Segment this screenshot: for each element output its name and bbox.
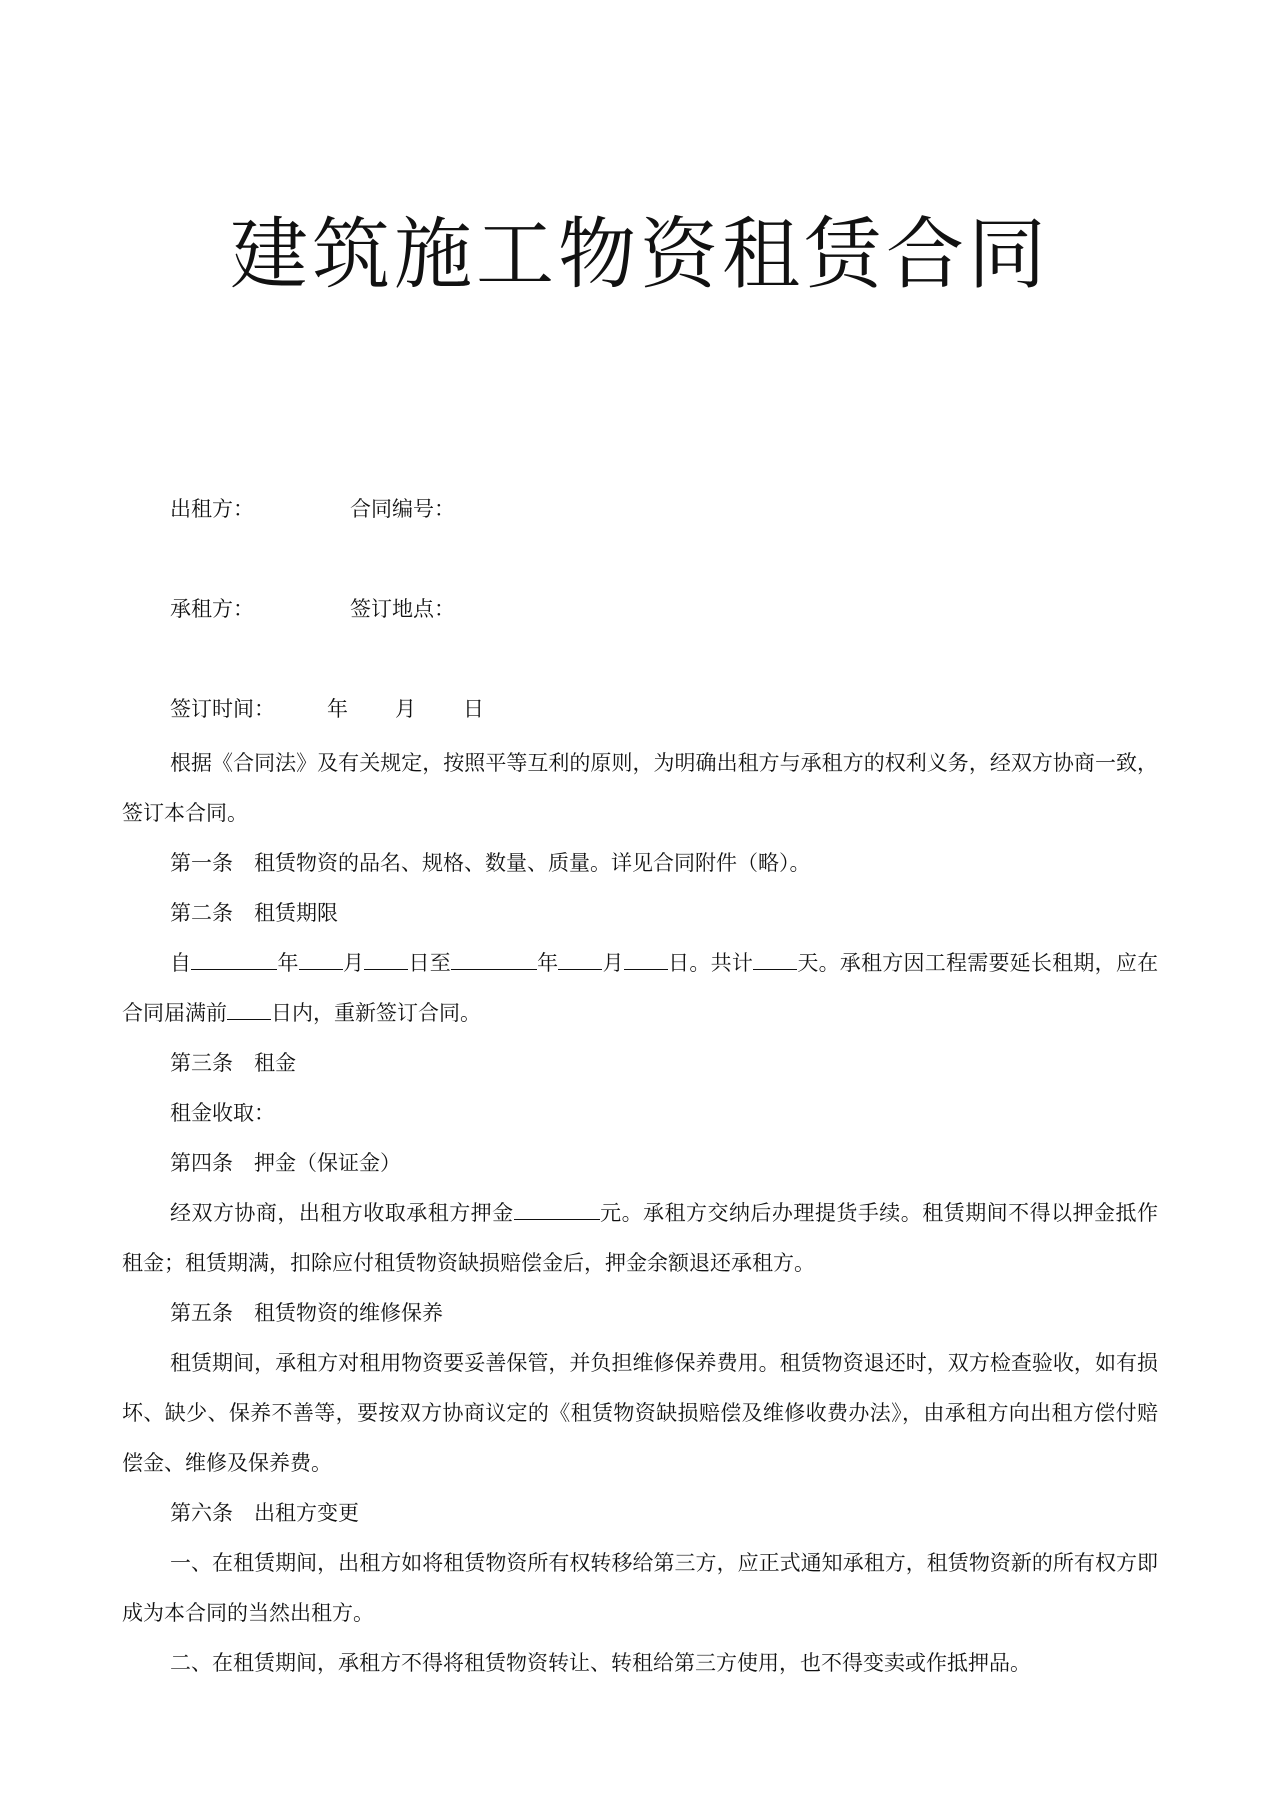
blank-deposit-amount <box>514 1199 600 1220</box>
article-2-heading: 第二条 租赁期限 <box>170 901 338 925</box>
article-3-text: 租金收取： <box>170 1101 275 1125</box>
article-6-item-1: 一、在租赁期间，出租方如将租赁物资所有权转移给第三方，应正式通知承租方，租赁物资新的所有权方即成为本合同的当然出租方。 <box>122 1551 1158 1625</box>
lessee-label: 承租方： <box>170 597 254 621</box>
lessor-row <box>170 494 455 524</box>
document-title: 建筑施工物资租赁合同 <box>229 210 1050 300</box>
contract-body <box>122 738 1158 1688</box>
art2-part: 自 <box>170 951 192 975</box>
blank-total-days <box>753 949 797 970</box>
art4-part: 元。承租方交纳后办理提货手续。租赁期间不得以押金抵作租金；租赁期满，扣除应付租赁物资缺损赔偿金后，押金余额退还承租方。 <box>122 1201 1159 1275</box>
blank-start-month <box>299 949 343 970</box>
art2-part: 日至 <box>408 951 451 975</box>
article-4-heading: 第四条 押金（保证金） <box>170 1151 401 1175</box>
art2-part: 年 <box>277 951 299 975</box>
blank-start-year <box>191 949 277 970</box>
art2-part: 月 <box>342 951 365 975</box>
lessee-row <box>170 594 455 624</box>
article-1: 第一条 租赁物资的品名、规格、数量、质量。详见合同附件（略）。 <box>170 851 811 875</box>
blank-end-day <box>624 949 668 970</box>
article-4-text <box>122 1188 1158 1288</box>
preamble: 根据《合同法》及有关规定，按照平等互利的原则，为明确出租方与承租方的权利义务，经双方协商一致，签订本合同。 <box>122 751 1158 825</box>
article-2-text <box>122 938 1158 1038</box>
art2-part: 日。共计 <box>667 951 754 975</box>
article-3-heading: 第三条 租金 <box>170 1051 296 1075</box>
sign-time-year: 年 <box>327 697 348 721</box>
blank-start-day <box>364 949 408 970</box>
blank-renew-days <box>227 999 271 1020</box>
sign-time-day: 日 <box>463 697 484 721</box>
sign-place-label: 签订地点： <box>350 597 455 621</box>
art2-part: 天。承租方因工程需要延长租期，应在合同届满前 <box>122 951 1159 1025</box>
lessor-label: 出租方： <box>170 497 254 521</box>
art2-part: 年 <box>536 951 559 975</box>
article-6-item-2: 二、在租赁期间，承租方不得将租赁物资转让、转租给第三方使用，也不得变卖或作抵押品。 <box>170 1651 1031 1675</box>
sign-time-label: 签订时间： <box>170 697 275 721</box>
art4-part: 经双方协商，出租方收取承租方押金 <box>170 1201 514 1225</box>
article-5-text: 租赁期间，承租方对租用物资要妥善保管，并负担维修保养费用。租赁物资退还时，双方检查验收，如有损坏、缺少、保养不善等，要按双方协商议定的《租赁物资缺损赔偿及维修收费办法》，由承租方向出租方偿付赔偿金、维修及保养费。 <box>122 1351 1158 1475</box>
sign-time-month: 月 <box>395 697 416 721</box>
contract-no-label: 合同编号： <box>350 497 455 521</box>
article-6-heading: 第六条 出租方变更 <box>170 1501 359 1525</box>
art2-part: 日内，重新签订合同。 <box>271 1001 481 1025</box>
art2-part: 月 <box>602 951 624 975</box>
sign-time-row <box>170 694 484 724</box>
blank-end-month <box>558 949 602 970</box>
article-5-heading: 第五条 租赁物资的维修保养 <box>170 1301 443 1325</box>
blank-end-year <box>451 949 537 970</box>
